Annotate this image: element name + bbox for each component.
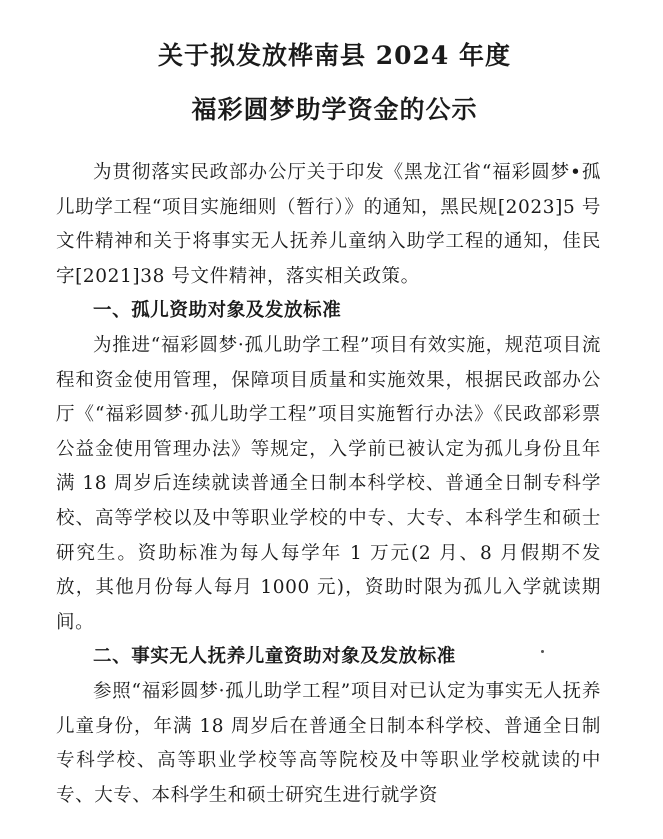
document-title-line-1: 关于拟发放桦南县 2024 年度 — [158, 41, 511, 70]
orphan-aid-paragraph: 为推进“福彩圆梦·孤儿助学工程”项目有效实施，规范项目流程和资金使用管理，保障项目质量和实施效果，根据民政部办公厅《“福彩圆梦·孤儿助学工程”项目实施暂行办法》《民政部彩票公益金使用管理办法》等规定，入学前已被认定为孤儿身份且年满 18 周岁后连续就读普通全日制本科学校、普通全日制专科学校、高等学校以及中等职业学校的中专、大专、本科学生和硕士研究生。资助标准为每人每学年 1 万元(2 月、8 月假期不发放，其他月份每人每月 1000 元)，资助时限为孤儿入学就读期间。 — [56, 334, 601, 633]
unsupported-children-aid-paragraph: 参照“福彩圆梦·孤儿助学工程”项目对已认定为事实无人抚养儿童身份，年满 18 周岁后在普通全日制本科学校、普通全日制专科学校、高等职业学校等高等院校及中等职业学校就读的中专、大专、本科学生和硕士研究生进行就学资 — [56, 680, 601, 806]
document-title-line-2: 福彩圆梦助学资金的公示 — [191, 95, 478, 124]
scan-speck-mark — [541, 650, 544, 653]
section-heading-unsupported-children-aid: 二、事实无人抚养儿童资助对象及发放标准 — [93, 646, 456, 668]
intro-paragraph: 为贯彻落实民政部办公厅关于印发《黑龙江省“福彩圆梦•孤儿助学工程“项目实施细则（暂行）》的通知，黑民规[2023]5 号文件精神和关于将事实无人抚养儿童纳入助学工程的通知，佳民字[2021]38 号文件精神，落实相关政策。 — [56, 162, 601, 287]
document-body — [56, 156, 601, 813]
section-heading-orphan-aid: 一、孤儿资助对象及发放标准 — [93, 300, 342, 322]
